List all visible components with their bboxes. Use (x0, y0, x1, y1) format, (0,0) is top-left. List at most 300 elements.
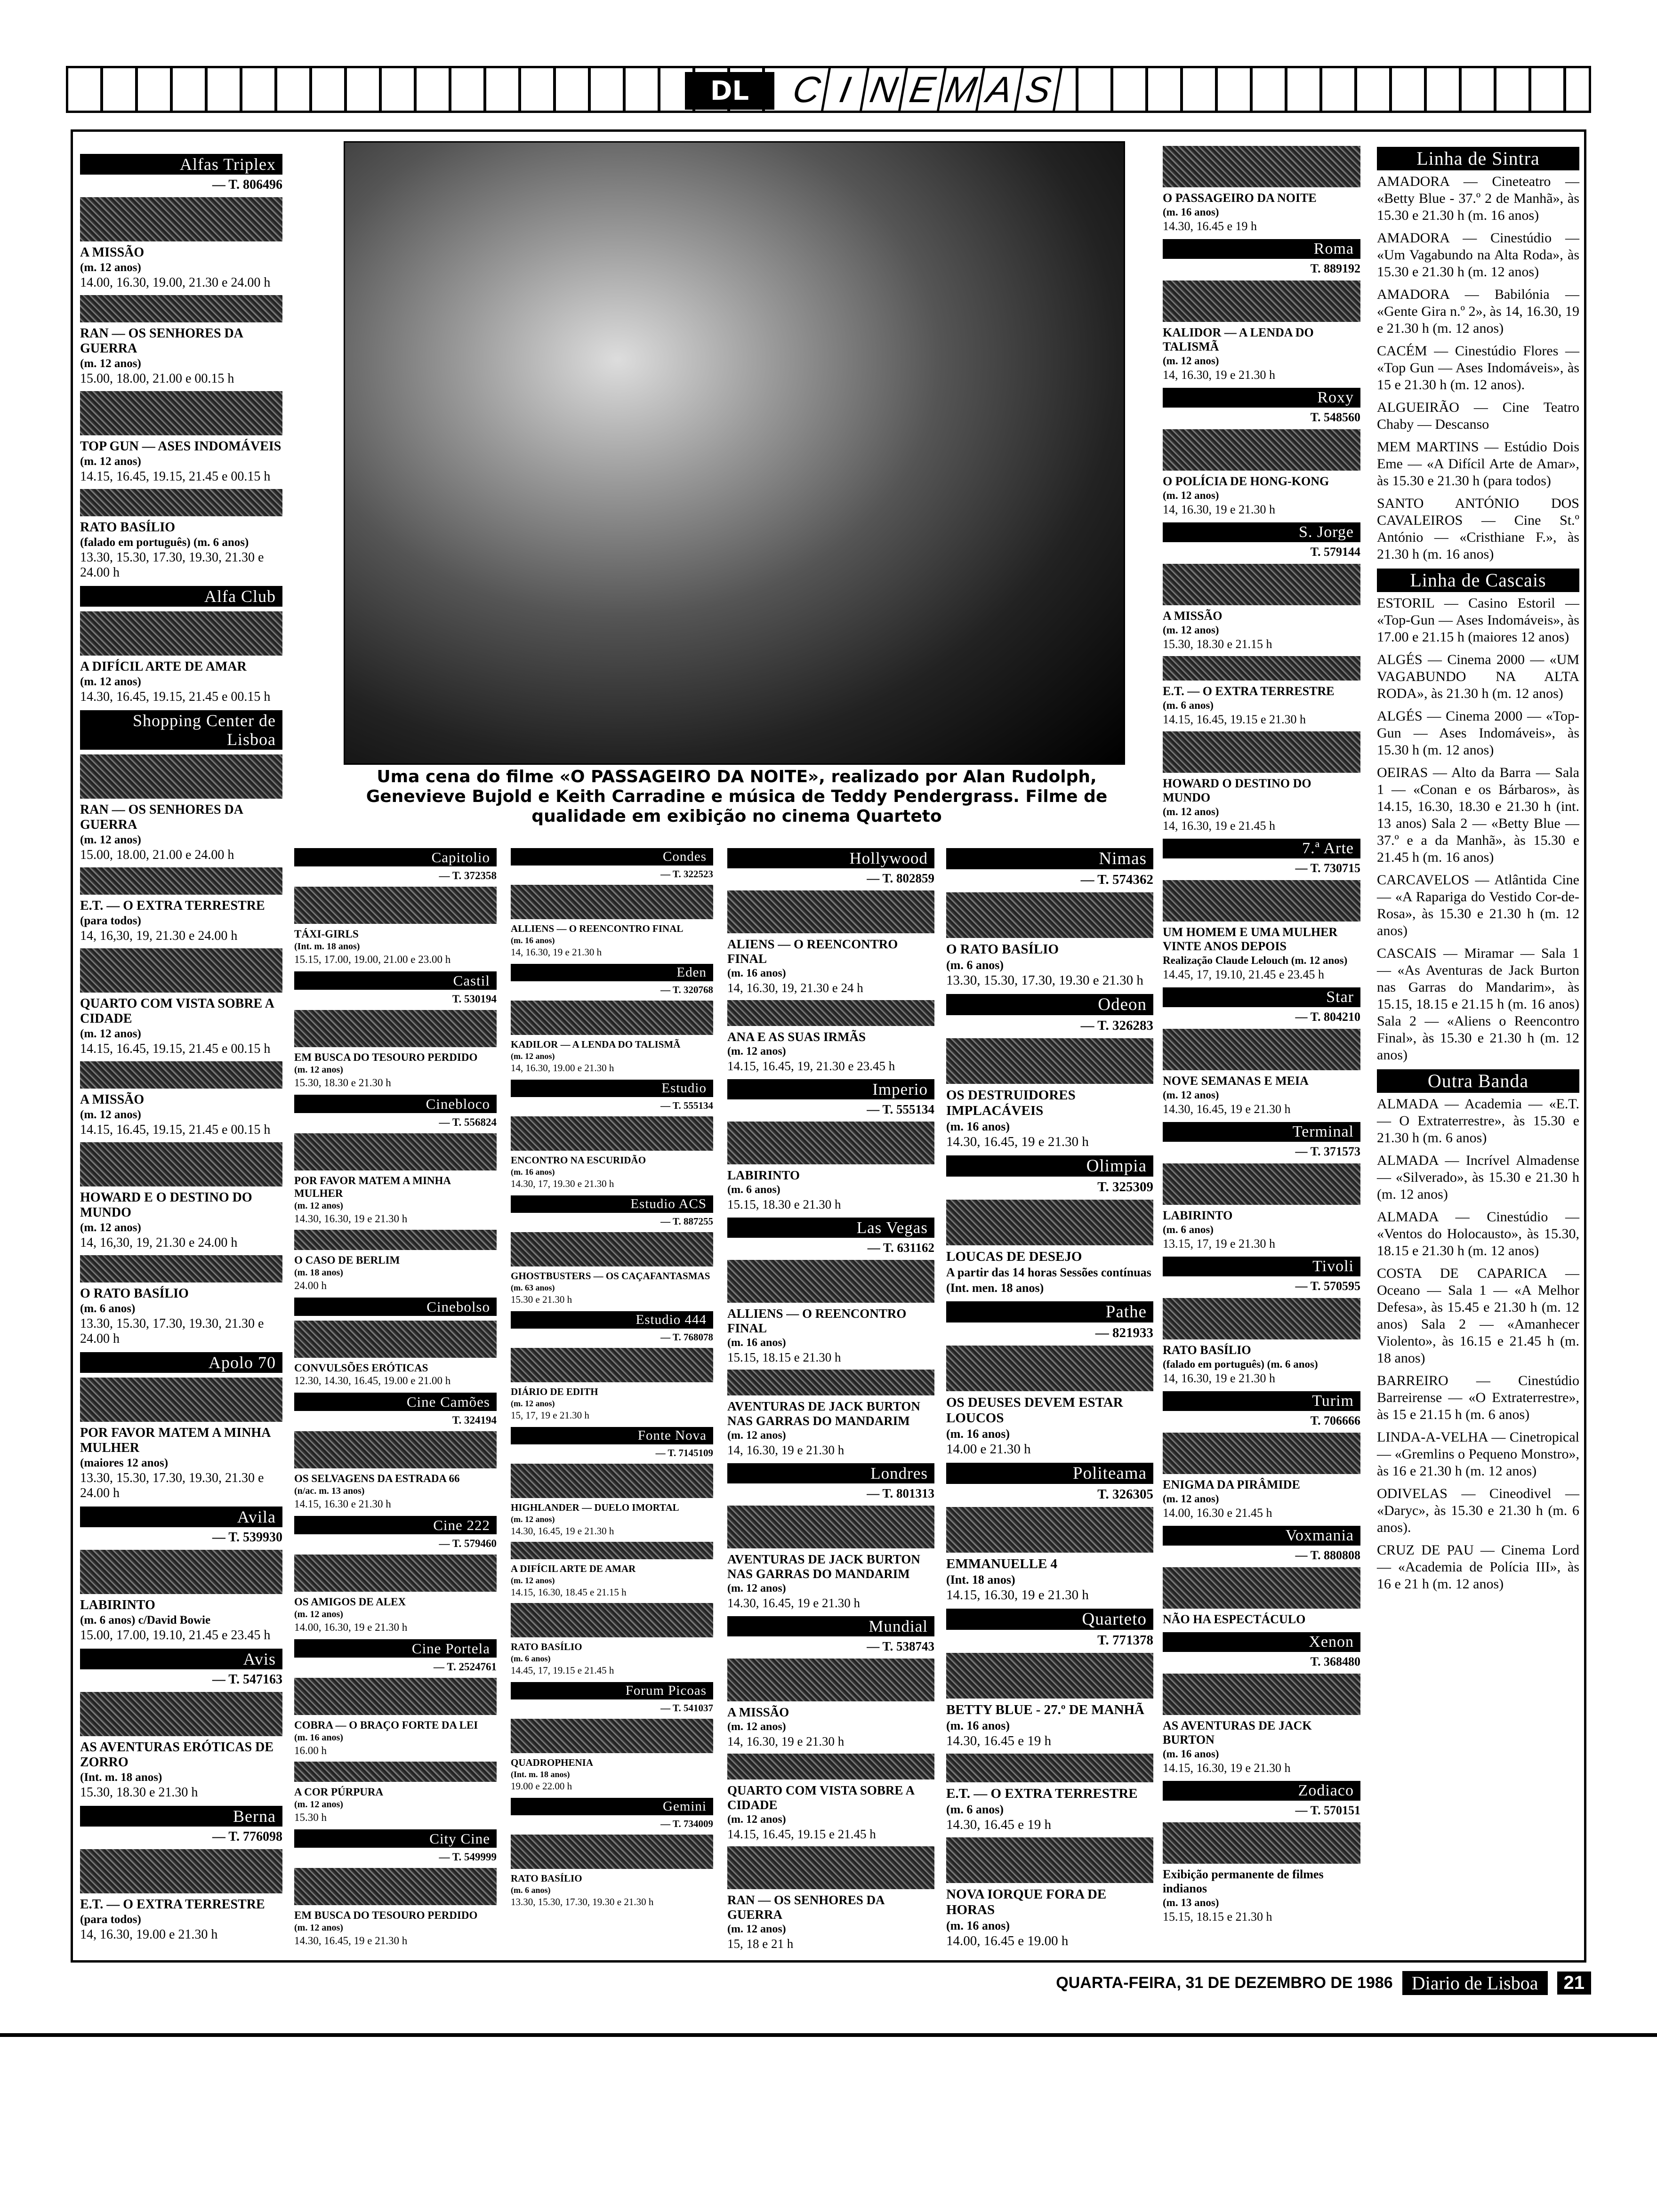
film-listing (1163, 1719, 1360, 1775)
film-times: 15.30, 18.30 e 21.30 h (294, 1077, 391, 1089)
screen-image (80, 295, 282, 322)
film-title: A MISSÃO (727, 1705, 789, 1719)
cinema-name: Cine Camões (294, 1393, 497, 1411)
screen-image (1163, 281, 1360, 322)
film-listing (80, 1092, 282, 1138)
film-listing (727, 1306, 934, 1365)
film-title: RATO BASÍLIO (1163, 1343, 1251, 1357)
film-listing (946, 1249, 1153, 1296)
film-times: 13.30, 15.30, 17.30, 19.30, 21.30 e 24.00 h (80, 1316, 264, 1346)
film-listing (294, 928, 497, 966)
regional-listing: ALMADA — Cinestúdio — «Ventos do Holocausto», às 15.30, 18.15 e 21.30 h (m. 12 anos) (1377, 1209, 1579, 1258)
cinema-name: Quarteto (946, 1609, 1153, 1630)
film-listing (80, 1286, 282, 1346)
film-title: RATO BASÍLIO (511, 1641, 582, 1652)
film-listing (511, 1757, 713, 1792)
cinema-phone: — T. 555134 (660, 1100, 713, 1111)
film-times: 15, 17, 19 e 21.30 h (511, 1410, 589, 1421)
film-title: EMMANUELLE 4 (946, 1556, 1058, 1571)
cinema-name: Roma (1163, 239, 1360, 259)
film-times: 14, 16.30, 19, 21.30 e 24 h (727, 981, 863, 995)
cinema-name: Voxmania (1163, 1526, 1360, 1546)
film-rating: (m. 6 anos) (80, 1302, 136, 1315)
film-times: 14.15, 16.45, 19.15 e 21.45 h (727, 1827, 876, 1841)
film-listing (80, 245, 282, 290)
film-times: 14.15, 16.30, 18.45 e 21.15 h (511, 1587, 627, 1598)
film-listing (294, 1051, 497, 1089)
cinema-phone: T. 771378 (1097, 1633, 1153, 1648)
regional-listing: MEM MARTINS — Estúdio Dois Eme — «A Difícil Arte de Amar», às 15.30 e 21.30 h (para todos) (1377, 439, 1579, 489)
screen-image (80, 1378, 282, 1422)
film-times: 14.00, 16.30, 19.00, 21.30 e 24.00 h (80, 275, 271, 290)
film-times: 15.15, 18.30 e 21.30 h (727, 1197, 841, 1211)
cinema-name: 7.ª Arte (1163, 839, 1360, 858)
film-title: E.T. — O EXTRA TERRESTRE (946, 1786, 1138, 1801)
film-times: 14, 16.30, 19 e 21.45 h (1163, 819, 1276, 833)
cinema-phone: — T. 880808 (1295, 1548, 1360, 1562)
cinema-name: Londres (727, 1463, 934, 1483)
bottom-rule (0, 2033, 1657, 2037)
screen-image (727, 1659, 934, 1701)
film-rating: (m. 12 anos) (511, 1051, 555, 1061)
screen-image (80, 391, 282, 435)
film-listing (80, 1426, 282, 1501)
cinema-phone: — T. 579460 (439, 1538, 497, 1549)
film-title: ALLIENS — O REENCONTRO FINAL (511, 923, 684, 934)
film-title: CONVULSÕES ERÓTICAS (294, 1362, 428, 1374)
film-times: 12.30, 14.30, 16.45, 19.00 e 21.00 h (294, 1375, 451, 1387)
film-times: 14, 16.30, 19 e 21.30 h (511, 946, 602, 958)
regional-listing: OEIRAS — Alto da Barra — Sala 1 — «Conan e os Bárbaros», às 14.15, 16.30, 18.30 e 21.30 h (int. 13 anos) Sala 2 — «Betty Blue — 37.º e a da Manhã», às 15.30 e 21.45 h (m. 16 anos) (1377, 765, 1579, 865)
cinema-phone: T. 324194 (452, 1414, 497, 1426)
film-title: RATO BASÍLIO (511, 1873, 582, 1884)
film-listing (80, 1598, 282, 1643)
film-title: LABIRINTO (80, 1598, 155, 1612)
film-times: 14, 16.30, 19.00 e 21.30 h (80, 1927, 218, 1942)
section-title-letter: E (901, 68, 947, 111)
film-times: 14.30, 16.45, 19 e 21.30 h (294, 1935, 408, 1947)
newspaper-name: Diario de Lisboa (1402, 1971, 1548, 1995)
screen-image (1163, 656, 1360, 681)
screen-image (727, 890, 934, 933)
film-times: 13.30, 15.30, 17.30, 19.30, 21.30 e 24.00 h (80, 1471, 264, 1500)
film-rating: (para todos) (80, 914, 141, 927)
film-times: 14.30, 16.45, 19 e 21.30 h (946, 1134, 1089, 1149)
film-times: 14, 16,30, 19, 21.30 e 24.00 h (80, 1235, 238, 1250)
cinema-phone: T. 530194 (452, 993, 497, 1005)
film-title: NÃO HA ESPECTÁCULO (1163, 1612, 1306, 1626)
film-rating: (para todos) (80, 1913, 141, 1926)
film-listing (727, 1030, 934, 1074)
film-listing (946, 1088, 1153, 1150)
cinema-name: Roxy (1163, 388, 1360, 408)
film-title: POR FAVOR MATEM A MINHA MULHER (294, 1175, 450, 1199)
film-times: 16.00 h (294, 1745, 327, 1756)
cinema-name: Fonte Nova (511, 1427, 713, 1444)
film-title: POR FAVOR MATEM A MINHA MULHER (80, 1426, 270, 1455)
column-2 (294, 842, 497, 1952)
film-times: 14, 16.30, 19 e 21.30 h (1163, 503, 1276, 516)
region-name: Linha de Cascais (1377, 569, 1579, 592)
film-rating: (m. 16 anos) (946, 1427, 1010, 1441)
film-rating: (Int. m. 18 anos) (80, 1771, 162, 1784)
film-listing (80, 520, 282, 580)
film-listing (80, 1897, 282, 1942)
film-rating: (m. 12 anos) (511, 1576, 555, 1585)
column-3 (511, 842, 713, 1913)
film-rating: (m. 6 anos) (727, 1184, 780, 1196)
page-number: 21 (1557, 1972, 1592, 1995)
section-title-letter: C (785, 68, 831, 111)
cinema-name: City Cine (294, 1829, 497, 1848)
film-times: 14.15, 16.45, 19, 21.30 e 23.45 h (727, 1059, 895, 1073)
film-title: OS DESTRUIDORES IMPLACÁVEIS (946, 1088, 1076, 1118)
screen-image (1163, 1433, 1360, 1474)
film-times: 14, 16.30, 19 e 21.30 h (727, 1443, 845, 1457)
screen-image (80, 1849, 282, 1893)
film-times: 13.15, 17, 19 e 21.30 h (1163, 1237, 1276, 1250)
screen-image (1163, 731, 1360, 773)
cinema-phone: — T. 887255 (660, 1216, 713, 1227)
film-title: LABIRINTO (1163, 1209, 1233, 1222)
newspaper-logo-icon: DL (685, 72, 774, 110)
regional-listing: ALGÉS — Cinema 2000 — «Top-Gun — Ases Indomáveis», às 15.30 h (m. 12 anos) (1377, 708, 1579, 758)
cinema-name: Tivoli (1163, 1257, 1360, 1276)
film-listing (294, 1595, 497, 1634)
cinema-phone: T. 889192 (1310, 262, 1360, 275)
film-listing (1163, 474, 1360, 517)
screen-image (294, 1762, 497, 1782)
film-rating: (Int. 18 anos) (946, 1573, 1015, 1587)
cinema-phone: — T. 371573 (1295, 1145, 1360, 1158)
film-title: E.T. — O EXTRA TERRESTRE (80, 898, 265, 913)
screen-image (80, 867, 282, 895)
screen-image (80, 948, 282, 993)
film-rating: (falado em português) (m. 6 anos) (1163, 1358, 1318, 1370)
screen-image (80, 611, 282, 656)
film-times: 14.15, 16.30 e 21.30 h (294, 1498, 391, 1510)
film-rating: (m. 12 anos) (511, 1515, 555, 1524)
film-rating: (m. 6 anos) (511, 1654, 551, 1663)
screen-image (1163, 1567, 1360, 1609)
cinema-phone: — T. 547163 (212, 1672, 282, 1687)
cinema-phone: — 821933 (1095, 1325, 1153, 1340)
cinema-phone: — T. 541037 (660, 1702, 713, 1714)
cinema-name: Gemini (511, 1798, 713, 1815)
screen-image (80, 1255, 282, 1282)
film-times: 14.30, 16.45, 19 e 21.30 h (727, 1596, 860, 1610)
film-times: 15.00, 18.00, 21.00 e 00.15 h (80, 371, 234, 386)
screen-image (80, 197, 282, 241)
screen-image (1163, 1298, 1360, 1339)
film-listing (1163, 1343, 1360, 1386)
film-rating: (m. 16 anos) (511, 1167, 555, 1177)
regional-listing: CASCAIS — Miramar — Sala 1 — «As Aventuras de Jack Burton nas Garras do Mandarim», às 15.15, 18.15 e 21.15 h (m. 16 anos) Sala 2 — «Aliens o Reencontro Final», às 15.30 e 21.30 h (m. 12 anos) (1377, 946, 1579, 1063)
film-title: E.T. — O EXTRA TERRESTRE (80, 1897, 265, 1912)
film-rating: (m. 12 anos) (727, 1582, 786, 1595)
film-rating: (m. 12 anos) (80, 1027, 141, 1040)
film-title: HIGHLANDER — DUELO IMORTAL (511, 1502, 679, 1513)
cinema-phone: — T. 555134 (867, 1102, 934, 1116)
film-listing (1163, 1074, 1360, 1116)
film-title: ENIGMA DA PIRÂMIDE (1163, 1478, 1300, 1491)
film-rating: (m. 12 anos) (727, 1045, 786, 1058)
cinema-phone: — T. 7145109 (655, 1447, 713, 1459)
film-rating: (n/ac. m. 13 anos) (294, 1486, 365, 1496)
film-listing (1163, 1478, 1360, 1520)
cinema-name: Avila (80, 1507, 282, 1527)
film-rating: (m. 12 anos) (1163, 355, 1219, 367)
film-times: 15.30, 18.30 e 21.15 h (1163, 637, 1272, 651)
film-title: AVENTURAS DE JACK BURTON NAS GARRAS DO MANDARIM (727, 1552, 920, 1581)
regional-listing: ALMADA — Incrível Almadense — «Silverado», às 15.30 e 21.30 h (m. 12 anos) (1377, 1153, 1579, 1202)
film-listing (294, 1362, 497, 1387)
film-title: KADILOR — A LENDA DO TALISMÃ (511, 1039, 681, 1050)
film-rating: (m. 63 anos) (511, 1283, 555, 1292)
film-title: TÁXI-GIRLS (294, 928, 359, 940)
film-listing (80, 659, 282, 705)
cinema-name: Eden (511, 964, 713, 981)
film-times: 15, 18 e 21 h (727, 1937, 794, 1951)
film-title: TOP GUN — ASES INDOMÁVEIS (80, 439, 282, 454)
film-rating: (m. 12 anos) (80, 357, 141, 370)
film-listing (294, 1786, 497, 1824)
film-title: HOWARD O DESTINO DO MUNDO (1163, 777, 1311, 804)
cinema-name: Cine 222 (294, 1516, 497, 1534)
screen-image (80, 1061, 282, 1089)
cinema-name: Odeon (946, 994, 1153, 1015)
cinema-phone: — T. 322523 (660, 868, 713, 880)
screen-image (80, 489, 282, 516)
screen-image (80, 1550, 282, 1594)
film-title: KALIDOR — A LENDA DO TALISMÃ (1163, 326, 1314, 353)
screen-image (727, 1506, 934, 1548)
film-title: EM BUSCA DO TESOURO PERDIDO (294, 1051, 478, 1063)
film-title: RAN — OS SENHORES DA GUERRA (80, 326, 243, 356)
screen-image (946, 1200, 1153, 1245)
film-title: OS DEUSES DEVEM ESTAR LOUCOS (946, 1395, 1123, 1426)
cinema-phone: — T. 570595 (1295, 1279, 1360, 1293)
cinema-name: Terminal (1163, 1122, 1360, 1142)
film-listing (294, 1254, 497, 1292)
film-listing (511, 1563, 713, 1598)
film-rating: A partir das 14 horas Sessões contínuas (Int. men. 18 anos) (946, 1266, 1151, 1295)
cinema-phone: — T. 538743 (867, 1639, 934, 1653)
film-listing (1163, 925, 1360, 982)
cinema-name: Xenon (1163, 1632, 1360, 1652)
film-rating: Realização Claude Lelouch (m. 12 anos) (1163, 954, 1348, 966)
film-rating: (m. 12 anos) (80, 1221, 141, 1234)
film-rating: (m. 12 anos) (80, 834, 141, 846)
screen-image (727, 1846, 934, 1889)
section-banner (66, 66, 1591, 113)
cinema-name: Hollywood (727, 848, 934, 868)
film-title: ANA E AS SUAS IRMÃS (727, 1030, 866, 1044)
cinema-name: Politeama (946, 1463, 1153, 1484)
cinema-phone: — T. 320768 (660, 984, 713, 995)
film-times: 14, 16.30, 19 e 21.30 h (727, 1734, 845, 1748)
screen-image (294, 1133, 497, 1170)
screen-image (294, 887, 497, 924)
film-rating: (maiores 12 anos) (80, 1457, 169, 1469)
film-times: 15.15, 18.15 e 21.30 h (727, 1350, 841, 1364)
section-title (788, 68, 1059, 111)
screen-image (1163, 1029, 1360, 1070)
film-title: A DIFÍCIL ARTE DE AMAR (80, 659, 247, 674)
film-rating: (m. 12 anos) (1163, 1089, 1219, 1101)
film-times: 14.15, 16.30, 19 e 21.30 h (946, 1587, 1089, 1603)
cinema-name: Shopping Center de Lisboa (80, 710, 282, 750)
film-rating: (m. 13 anos) (1163, 1897, 1219, 1908)
film-listing (727, 1552, 934, 1611)
issue-date: QUARTA-FEIRA, 31 DE DEZEMBRO DE 1986 (1056, 1973, 1393, 1992)
film-times: 13.30, 15.30, 17.30, 19.30 e 21.30 h (946, 973, 1143, 988)
column-4 (727, 842, 934, 1956)
regional-listing: SANTO ANTÓNIO DOS CAVALEIROS — Cine St.º António — «Cristhiane F.», às 21.30 h (m. 16 anos) (1377, 496, 1579, 562)
cinema-name: Olimpia (946, 1155, 1153, 1177)
film-title: OS AMIGOS DE ALEX (294, 1596, 406, 1608)
film-times: 15.30, 18.30 e 21.30 h (80, 1785, 198, 1800)
cinema-name: Estudio 444 (511, 1311, 713, 1329)
film-title: A MISSÃO (80, 245, 145, 260)
film-times: 14.15, 16.45, 19.15, 21.45 e 00.15 h (80, 1122, 271, 1137)
film-listing (1163, 326, 1360, 382)
screen-image (727, 1000, 934, 1026)
film-times: 14.30, 16.45 e 19 h (1163, 219, 1257, 233)
screen-image (294, 1431, 497, 1468)
film-times: 15.30 e 21.30 h (511, 1294, 572, 1305)
film-times: 14.15, 16.30, 19 e 21.30 h (1163, 1761, 1291, 1775)
film-listing (1163, 609, 1360, 651)
film-title: O CASO DE BERLIM (294, 1254, 400, 1266)
screen-image (511, 1348, 713, 1382)
film-listing (946, 942, 1153, 988)
film-rating: (m. 6 anos) (511, 1885, 551, 1895)
screen-image (727, 1122, 934, 1164)
cinema-name: S. Jorge (1163, 522, 1360, 542)
film-title: O POLÍCIA DE HONG-KONG (1163, 474, 1329, 488)
screen-image (946, 1038, 1153, 1084)
film-rating: (m. 12 anos) (727, 1721, 786, 1733)
screen-image (511, 1232, 713, 1266)
film-title: LOUCAS DE DESEJO (946, 1249, 1082, 1264)
film-listing (80, 1190, 282, 1250)
cinema-phone: — T. 802859 (867, 871, 934, 885)
film-title: A MISSÃO (80, 1092, 145, 1107)
film-rating: (Int. m. 18 anos) (294, 941, 360, 952)
film-title: A DIFÍCIL ARTE DE AMAR (511, 1563, 636, 1574)
film-title: AS AVENTURAS ERÓTICAS DE ZORRO (80, 1740, 274, 1770)
film-rating: (m. 16 anos) (1163, 1748, 1219, 1760)
film-listing (946, 1786, 1153, 1833)
screen-image (946, 892, 1153, 938)
film-times: 14.00 e 21.30 h (946, 1442, 1031, 1457)
screen-image (294, 1230, 497, 1250)
film-rating: (m. 12 anos) (294, 1799, 343, 1810)
film-title: ALIENS — O REENCONTRO FINAL (727, 937, 898, 966)
film-title: DIÁRIO DE EDITH (511, 1386, 598, 1397)
film-listing (80, 1740, 282, 1800)
section-title-letter: M (939, 68, 985, 111)
cinema-name: Alfa Club (80, 586, 282, 607)
film-rating: (m. 18 anos) (294, 1267, 343, 1278)
section-title-letter: I (823, 68, 869, 111)
film-rating: (m. 6 anos) (946, 1803, 1004, 1816)
film-listing (511, 1386, 713, 1421)
film-times: 15.00, 17.00, 19.10, 21.45 e 23.45 h (80, 1628, 271, 1643)
cinema-phone: — T. 570151 (1295, 1803, 1360, 1817)
cinema-phone: — T. 804210 (1295, 1010, 1360, 1024)
cinema-phone: — T. 631162 (867, 1241, 934, 1255)
screen-image (294, 1678, 497, 1715)
cinema-phone: T. 326305 (1097, 1487, 1153, 1502)
film-times: 14.30, 16.45, 19 e 21.30 h (1163, 1102, 1291, 1116)
film-listing (511, 1502, 713, 1537)
film-rating: (m. 12 anos) (727, 1813, 786, 1826)
cinema-name: Forum Picoas (511, 1682, 713, 1699)
screen-image (511, 1603, 713, 1637)
film-rating: (m. 12 anos) (80, 261, 141, 274)
film-listing (80, 439, 282, 484)
film-still-photo (344, 141, 1125, 765)
film-title: GHOSTBUSTERS — OS CAÇAFANTASMAS (511, 1270, 710, 1282)
regional-listing: ESTORIL — Casino Estoril — «Top-Gun — Ases Indomáveis», às 17.00 e 21.15 h (maiores 12 anos) (1377, 595, 1579, 645)
film-times: 14.45, 17, 19.15 e 21.45 h (511, 1665, 614, 1676)
film-listing (727, 1783, 934, 1842)
cinema-name: Apolo 70 (80, 1352, 282, 1373)
film-rating: (m. 6 anos) (946, 958, 1004, 972)
section-title-letter: A (978, 68, 1024, 111)
screen-image (946, 1754, 1153, 1782)
film-times: 14.15, 16.45, 19.15, 21.45 e 00.15 h (80, 1042, 271, 1056)
cinema-phone: — T. 730715 (1295, 861, 1360, 875)
screen-image (294, 1868, 497, 1905)
screen-image (511, 1542, 713, 1559)
regional-listing: AMADORA — Babilónia — «Gente Gira n.º 2», às 14, 16.30, 19 e 21.30 h (m. 12 anos) (1377, 287, 1579, 336)
cinema-phone: — T. 801313 (867, 1486, 934, 1500)
film-listing (1163, 1612, 1360, 1627)
film-title: QUARTO COM VISTA SOBRE A CIDADE (727, 1783, 914, 1812)
film-listing (727, 1705, 934, 1749)
film-times: 14.30, 16.45 e 19 h (946, 1733, 1052, 1748)
cinema-name: Avis (80, 1649, 282, 1669)
cinema-phone: — T. 574362 (1080, 872, 1153, 887)
screen-image (946, 1346, 1153, 1391)
film-times: 14, 16.30, 19 e 21.30 h (1163, 1371, 1276, 1385)
film-title: AVENTURAS DE JACK BURTON NAS GARRAS DO MANDARIM (727, 1399, 920, 1428)
film-times: 14.30, 17, 19.30 e 21.30 h (511, 1178, 614, 1189)
film-title: O PASSAGEIRO DA NOITE (1163, 191, 1317, 205)
film-listing (511, 1873, 713, 1908)
regional-listing: CRUZ DE PAU — Cinema Lord — «Academia de Polícia III», às 16 e 21 h (m. 12 anos) (1377, 1542, 1579, 1592)
film-rating: (m. 6 anos) c/David Bowie (80, 1614, 211, 1627)
film-title: ENCONTRO NA ESCURIDÃO (511, 1154, 646, 1166)
film-title: ALLIENS — O REENCONTRO FINAL (727, 1306, 907, 1335)
film-listing (511, 1270, 713, 1306)
film-times: 15.00, 18.00, 21.00 e 24.00 h (80, 848, 234, 862)
regional-listing: AMADORA — Cineteatro — «Betty Blue - 37.º 2 de Manhã», às 15.30 e 21.30 h (m. 16 anos) (1377, 174, 1579, 223)
film-rating: (m. 12 anos) (1163, 489, 1219, 501)
film-listing (511, 923, 713, 958)
cinema-phone: T. 706666 (1310, 1414, 1360, 1427)
cinema-phone: — T. 372358 (439, 870, 497, 882)
film-listing (727, 1893, 934, 1951)
film-times: 15.30 h (294, 1811, 327, 1823)
regional-listing: CACÉM — Cinestúdio Flores — «Top Gun — Ases Indomáveis», às 15 e 21.30 h (m. 12 anos). (1377, 343, 1579, 393)
film-listing (294, 1909, 497, 1947)
film-title: QUADROPHENIA (511, 1757, 594, 1768)
film-rating: (m. 16 anos) (946, 1919, 1010, 1932)
